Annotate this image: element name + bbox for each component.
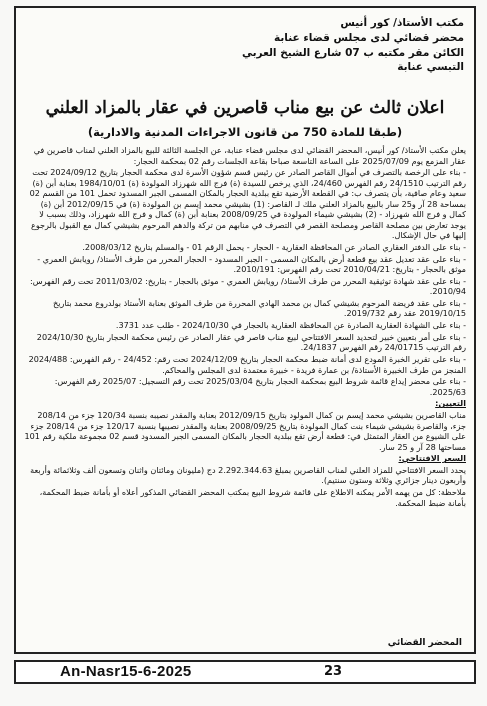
- legal-notice-frame: [14, 6, 476, 654]
- page-number: 23: [324, 664, 343, 679]
- paragraph-inheritance-deed: - بناء على عقد فريضة المرحوم بشيشي كمال بن محمد الهادي المحررة من طرف الموثق بعنابة الأستاذ بولدروع محمد بتاريخ 2019/10/15 عقد رقم 2019/732.: [53, 297, 466, 319]
- bailiff-title: محضر قضائي لدى مجلس قضاء عنابة: [273, 32, 464, 44]
- notice-body: [24, 145, 466, 630]
- signature: المحضر القضائي: [387, 638, 462, 648]
- office-address: الكائن مقر مكتبه ب 07 شارع الشيخ العربي التبسي عنابة: [241, 47, 464, 73]
- footer-bar: [14, 660, 476, 684]
- office-name: مكتب الأستاذ/ كور أنيس: [340, 17, 464, 29]
- paragraph-notary-certificate: - بناء على عقد شهادة توثيقية المحرر من طرف الأستاذ/ رويابش العمري - موثق بالحجار - بتاريخ: 2011/03/02 تحت رقم الفهرس: 2010/94.: [30, 275, 466, 297]
- paragraph-intro: يعلن مكتب الأستاذ/ كور أنيس، المحضر القضائي لدى مجلس قضاء عنابة، عن الجلسة الثالثة للبيع بالمزاد العلني لمناب قاصرين في عقار المزمع يوم 2025/07/09 على الساعة التاسعة صباحا بقاعة الجلسات رقم 02 بمحكمة الحجار:: [33, 145, 466, 166]
- section-opening-price-label: السعر الافتتاحي:: [398, 453, 466, 464]
- paragraph-permission: - بناء على الرخصة بالتصرف في أموال القاصر الصادر عن رئيس قسم شؤون الأسرة لدى محكمة الحجار بتاريخ 2024/09/12 تحت رقم الترتيب 24/1510 رقم الفهرس 24/460، الذي يرخص للسيدة (ة) فرج الله شهرزاد المولودة (ة) 1984/10/01 بعنابة أبن (ة) سعيد وعام صافية، بأن يتصرف ب: في القطعة الأرضية تقع ببلدية الحجار بالمكان المسمى الجبر المسدود تحمل 101 من القسم 02 بمساحة 28 آر و25 سار بالبيع بالمزاد العلني ملك لـ القاصر: (1) بشيشي محمد إيسم بن المولودة (ة) في 2012/09/15 أبن (ة) كمال و فرج الله شهرزاد - (2) بشيشي شيماء المولودة في 2008/09/25 بعنابة أبن (ة) كمال و فرج الله شهرزاد، وذلك بسبب لا يوجد تعارض بين مصلحة القاصر ومصلحة القصر في التصرف في منابهم من تركة والدهم المرحوم بشيشي كمال مع القبول بالرجوع إليها في حال الإشكال.: [29, 167, 466, 241]
- paragraph-conditions-deposit: - بناء على محضر إيداع قائمة شروط البيع بمحكمة الحجار بتاريخ 2025/03/04 تحت رقم التسجيل: 2025/07 رقم الفهرس: 2025/63.: [54, 376, 466, 397]
- section-identification-label: التعيين:: [435, 398, 466, 409]
- notice-subtitle: (طبقا للمادة 750 من قانون الاجراءات المدنية والادارية): [87, 125, 403, 139]
- identification-text: مناب القاصرين بشيشي محمد إيسم بن كمال المولود بتاريخ 2012/09/15 بعنابة والمقدر نصيبه بنسبة 120/34 جزء من 208/14 جزء، والقاصرة بشيشي شيماء بنت كمال المولودة بتاريخ 2008/09/25 بعنابة والمقدر نصيبها بنسبة 120/17 جزء من 208/14 جزء على الشيوع من العقار المتمثل في: قطعة أرض تقع ببلدية الحجار بالمكان المسمى الجبر المسدود قسم 02 مجموعة ملكية رقم 101 مساحتها 28 آر و 25 سار.: [24, 410, 466, 452]
- note-text: ملاحظة: كل من يهمه الأمر يمكنه الاطلاع على قائمة شروط البيع بمكتب المحضر القضائي المذكور أعلاه أو بأمانة ضبط المحكمة، بأمانة ضبط المحكمة.: [39, 487, 466, 508]
- paragraph-amended-deed: - بناء على عقد تعديل عقد بيع قطعة أرض بالمكان المسمى - الجبر المسدود - الحجار المحرر من طرف الأستاذ/ رويابش العمري - موثق بالحجار - بتاريخ: 2010/04/21 تحت رقم الفهرس: 2010/191.: [37, 253, 466, 275]
- opening-price-text: يحدد السعر الافتتاحي للمزاد العلني لمناب القاصرين بمبلغ 2.292.344.63 دج (مليونان ومائتان واثنان وتسعون ألف وثلاثمائة وأربعة وأربعون دينار جزائري وثلاثة وستون سنتيم).: [30, 464, 466, 486]
- publication-date: An-Nasr15-6-2025: [60, 663, 192, 680]
- paragraph-land-certificate: - بناء على الشهادة العقارية الصادرة عن المحافظة العقارية بالحجار في 2024/10/30 - طلب عدد 3731.: [115, 320, 466, 331]
- paragraph-land-register: - بناء على الدفتر العقاري الصادر عن المحافظة العقارية - الحجار - يحمل الرقم 01 - والمسلم بتاريخ 2008/03/12.: [82, 241, 466, 252]
- paragraph-expert-order: - بناء على أمر بتعيين خبير لتحديد السعر الافتتاحي لبيع مناب قاصر في عقار الصادر عن رئيس محكمة الحجار بتاريخ 2024/10/30 رقم الترتيب 24/01715 رقم الفهرس 24/1837.: [36, 331, 466, 353]
- notice-title: اعلان ثالث عن بيع مناب قاصرين في عقار بالمزاد العلني: [45, 98, 445, 118]
- paragraph-expert-report: - بناء على تقرير الخبرة المودع لدى أمانة ضبط محكمة الحجار بتاريخ 2024/12/09 تحت رقم: 24/452 - رقم الفهرس: 2024/488 المنجز من طرف الخبيرة الأستاذة/ بن عمارة فريدة - خبيرة معتمدة لدى المجلس والمحاكم.: [28, 354, 466, 375]
